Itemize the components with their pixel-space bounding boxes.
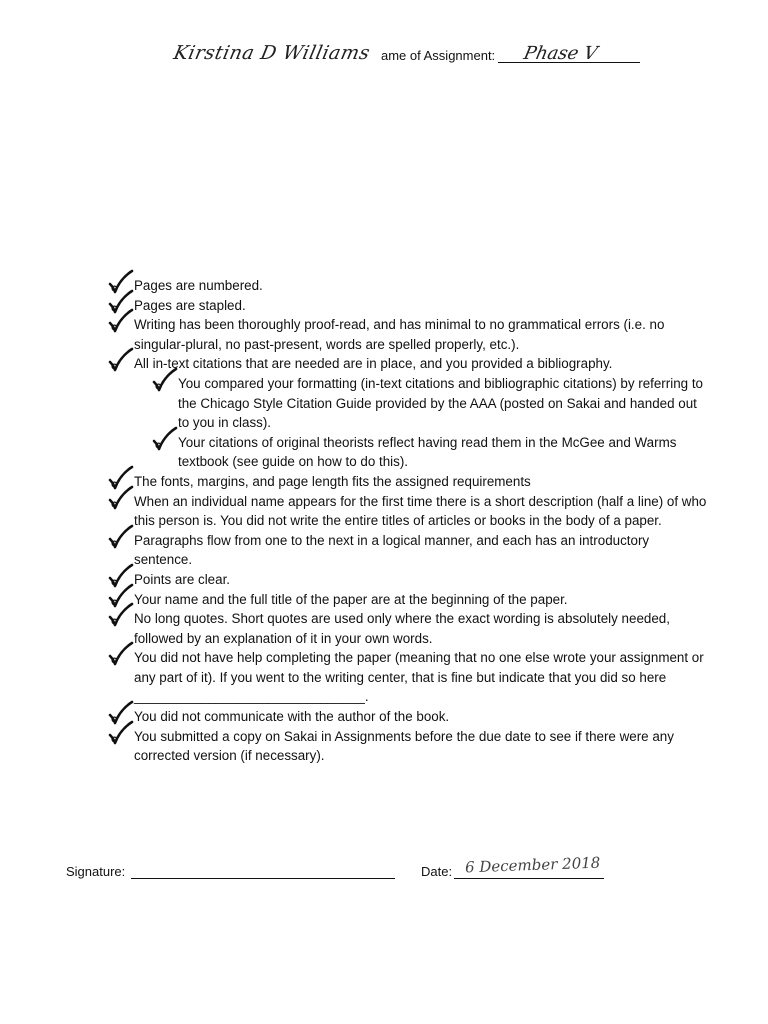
checklist-item-text: Pages are stapled. bbox=[134, 297, 246, 313]
checklist-item bbox=[108, 609, 708, 648]
checklist-item bbox=[152, 374, 708, 433]
assignment-label: ame of Assignment: bbox=[381, 48, 496, 63]
checklist-item-text: Points are clear. bbox=[134, 571, 231, 587]
checkmark-icon bbox=[106, 602, 134, 628]
checkmark-icon bbox=[150, 367, 178, 393]
checklist bbox=[108, 276, 708, 766]
checklist-item bbox=[108, 315, 708, 354]
checklist-item bbox=[108, 570, 708, 590]
checklist-item bbox=[108, 531, 708, 570]
checklist-item-text: Pages are numbered. bbox=[134, 278, 263, 293]
checkmark-icon bbox=[106, 485, 134, 511]
checklist-item bbox=[108, 472, 708, 492]
checkmark-icon bbox=[150, 426, 178, 452]
date-label: Date: bbox=[421, 864, 453, 879]
signature-label: Signature: bbox=[66, 864, 126, 879]
checklist-item-text: You did not communicate with the author of the book. bbox=[134, 709, 450, 725]
checklist-item-text: Your citations of original theorists reflect having read them in the McGee and Warms textbook (see guide on how to do this). bbox=[178, 434, 677, 470]
checklist-item bbox=[108, 276, 708, 296]
checklist-item bbox=[108, 727, 708, 766]
checklist-item-text: Your name and the full title of the paper are at the beginning of the paper. bbox=[134, 591, 568, 607]
checklist-item-text: No long quotes. Short quotes are used only where the exact wording is absolutely needed, followed by an explanation of it in your own words. bbox=[134, 611, 670, 646]
checklist-item-text: All in-text citations that are needed are in place, and you provided a bibliography. bbox=[134, 356, 613, 372]
checklist-item-text: When an individual name appears for the first time there is a short description (half a line) of who this person is. You did not write the entire titles of articles or books in the body of a paper. bbox=[134, 493, 707, 529]
checklist-item-text: You did not have help completing the paper (meaning that no one else wrote your assignment or any part of it). If you went to the writing center, that is fine but indicate that you did so here _______________________________. bbox=[134, 650, 704, 705]
checklist-item bbox=[108, 296, 708, 316]
date-value: 6 December 2018 bbox=[464, 853, 601, 877]
checklist-item-text: Paragraphs flow from one to the next in a logical manner, and each has an introductory sentence. bbox=[134, 532, 650, 568]
checklist-item bbox=[108, 707, 708, 727]
student-name: Kirstina D Williams bbox=[171, 42, 373, 64]
checklist-item-text: The fonts, margins, and page length fits the assigned requirements bbox=[134, 473, 531, 489]
checklist-item-text: You submitted a copy on Sakai in Assignments before the due date to see if there were any corrected version (if necessary). bbox=[134, 728, 674, 764]
checklist-item bbox=[108, 648, 708, 707]
checkmark-icon bbox=[106, 308, 134, 334]
checkmark-icon bbox=[106, 524, 134, 550]
checklist-item-text: You compared your formatting (in-text citations and bibliographic citations) by referring to the Chicago Style Citation Guide provided by the AAA (posted on Sakai and handed out to you in class). bbox=[178, 375, 703, 431]
date-underline bbox=[454, 878, 604, 879]
checkmark-icon bbox=[106, 347, 134, 373]
checkmark-icon bbox=[106, 720, 134, 746]
checklist-item bbox=[108, 492, 708, 531]
checklist-item-text: Writing has been thoroughly proof-read, and has minimal to no grammatical errors (i.e. no singular-plural, no past-present, words are spelled properly, etc.). bbox=[134, 317, 665, 352]
checklist-item bbox=[152, 433, 708, 472]
checklist-item bbox=[108, 354, 708, 374]
checkmark-icon bbox=[106, 641, 134, 667]
checklist-item bbox=[108, 590, 708, 610]
signature-line bbox=[131, 878, 395, 879]
assignment-value: Phase V bbox=[521, 43, 600, 64]
